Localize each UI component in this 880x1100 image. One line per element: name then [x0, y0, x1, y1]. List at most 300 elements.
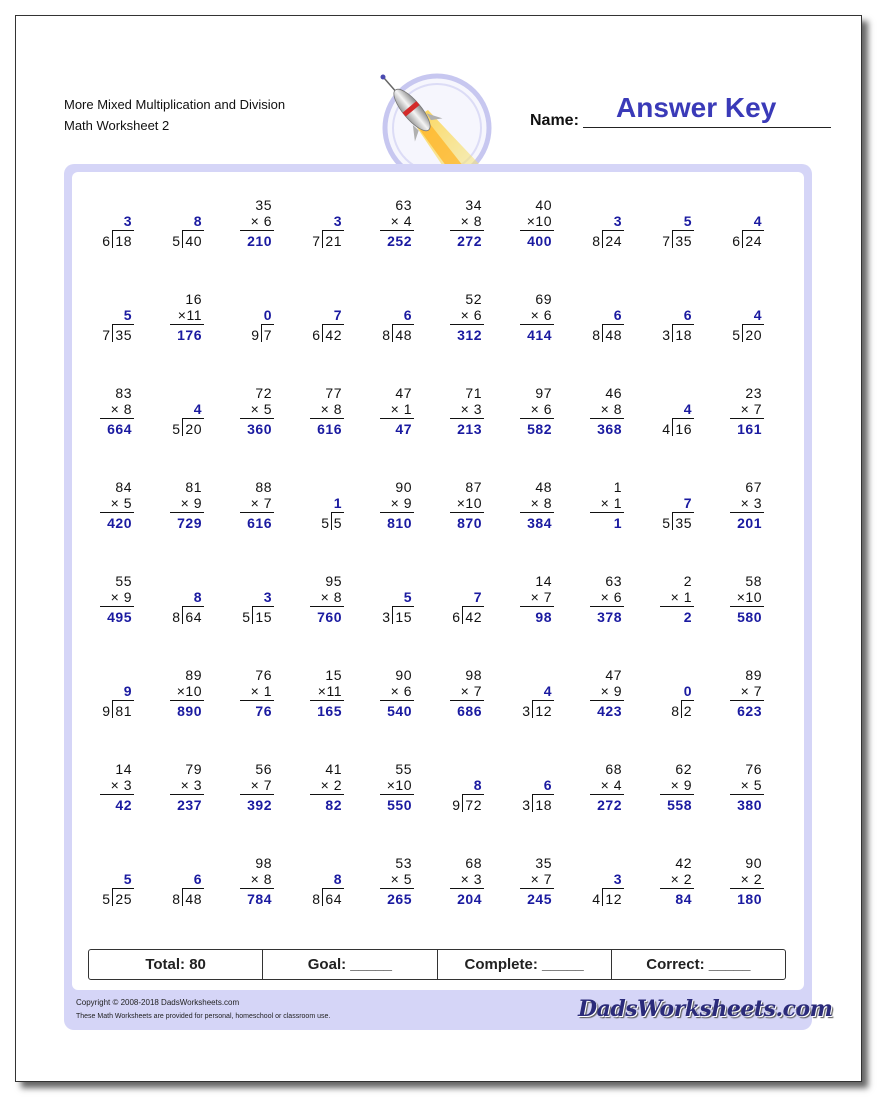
times-sign: × [110, 777, 124, 793]
product-rule [170, 324, 204, 325]
division-bracket [112, 700, 113, 718]
answer: 42 [115, 797, 132, 813]
multiplicand: 98 [465, 667, 482, 683]
answer: 360 [247, 421, 272, 437]
multiplication-problem [368, 196, 414, 262]
division-bar [532, 700, 554, 701]
dividend: 20 [745, 327, 762, 343]
multiplication-problem [88, 572, 134, 638]
multiplier-line [318, 683, 342, 699]
divisor: 7 [312, 233, 320, 249]
answer: 392 [247, 797, 272, 813]
multiplier: 6 [543, 401, 552, 417]
division-bar [392, 606, 414, 607]
answer: 8 [193, 589, 202, 605]
division-bracket [322, 230, 323, 248]
multiplicand: 58 [745, 573, 762, 589]
answer: 8 [473, 777, 482, 793]
multiplier: 6 [613, 589, 622, 605]
division-bracket [182, 606, 183, 624]
answer: 5 [683, 213, 692, 229]
multiplication-problem [718, 572, 764, 638]
dividend: 64 [325, 891, 342, 907]
multiplicand: 23 [745, 385, 762, 401]
multiplier: 3 [753, 495, 762, 511]
dividend: 42 [465, 609, 482, 625]
division-bar [532, 794, 554, 795]
dividend: 16 [675, 421, 692, 437]
dividend: 35 [115, 327, 132, 343]
answer: 272 [597, 797, 622, 813]
multiplier-line [461, 401, 482, 417]
division-bracket [672, 324, 673, 342]
answer: 201 [737, 515, 762, 531]
multiplier-line [321, 589, 342, 605]
product-rule [590, 700, 624, 701]
division-problem [88, 196, 134, 262]
multiplication-problem [578, 478, 624, 544]
multiplicand: 53 [395, 855, 412, 871]
dividend: 15 [255, 609, 272, 625]
division-bar [672, 418, 694, 419]
multiplicand: 40 [535, 197, 552, 213]
dividend: 18 [115, 233, 132, 249]
multiplier: 9 [123, 589, 132, 605]
answer: 664 [107, 421, 132, 437]
product-rule [240, 418, 274, 419]
answer: 237 [177, 797, 202, 813]
times-sign: × [390, 213, 404, 229]
multiplication-problem [158, 760, 204, 826]
product-rule [310, 606, 344, 607]
product-rule [520, 324, 554, 325]
multiplication-problem [438, 384, 484, 450]
divisor: 8 [312, 891, 320, 907]
multiplication-problem [438, 478, 484, 544]
times-sign: × [670, 777, 684, 793]
product-rule [100, 794, 134, 795]
multiplicand: 68 [465, 855, 482, 871]
division-bracket [672, 418, 673, 436]
multiplier-line [181, 495, 202, 511]
multiplicand: 56 [255, 761, 272, 777]
answer: 176 [177, 327, 202, 343]
product-rule [590, 606, 624, 607]
division-problem [438, 760, 484, 826]
multiplier-line [251, 213, 272, 229]
dividend: 7 [263, 327, 272, 343]
dividend: 35 [675, 515, 692, 531]
multiplication-problem [578, 760, 624, 826]
division-bracket [532, 794, 533, 812]
multiplication-problem [508, 384, 554, 450]
name-label: Name: [530, 112, 579, 129]
answer: 4 [683, 401, 692, 417]
multiplier-line [601, 401, 622, 417]
divisor: 5 [321, 515, 329, 531]
dividend: 20 [185, 421, 202, 437]
goal-field[interactable]: Goal: _____ [263, 950, 437, 979]
multiplier-line [391, 495, 412, 511]
multiplicand: 90 [745, 855, 762, 871]
multiplier-line [178, 307, 202, 323]
multiplication-problem [648, 572, 694, 638]
worksheet-subtitle: Math Worksheet 2 [64, 118, 170, 133]
dividend: 21 [325, 233, 342, 249]
division-bar [331, 512, 344, 513]
division-bar [742, 230, 764, 231]
worksheet-title: More Mixed Multiplication and Division [64, 97, 286, 112]
multiplication-problem [88, 478, 134, 544]
times-sign: × [460, 871, 474, 887]
times-sign: × [460, 213, 474, 229]
product-rule [450, 230, 484, 231]
answer: 3 [333, 213, 342, 229]
divisor: 6 [102, 233, 110, 249]
divisor: 5 [172, 421, 180, 437]
multiplicand: 2 [683, 573, 692, 589]
answer: 98 [535, 609, 552, 625]
division-problem [158, 572, 204, 638]
answer: 420 [107, 515, 132, 531]
division-problem [298, 290, 344, 356]
times-sign: × [740, 777, 754, 793]
times-sign: × [250, 683, 264, 699]
multiplicand: 35 [535, 855, 552, 871]
multiplier: 7 [753, 401, 762, 417]
multiplier: 8 [333, 401, 342, 417]
times-sign: × [460, 307, 474, 323]
multiplier-line [741, 683, 762, 699]
division-problem [718, 196, 764, 262]
multiplier-line [321, 777, 342, 793]
multiplication-problem [718, 384, 764, 450]
multiplicand: 55 [395, 761, 412, 777]
division-problem [578, 290, 624, 356]
division-problem [298, 196, 344, 262]
answer: 380 [737, 797, 762, 813]
multiplication-problem [718, 666, 764, 732]
division-problem [648, 196, 694, 262]
times-sign: × [386, 777, 396, 793]
division-bar [462, 794, 484, 795]
answer: 272 [457, 233, 482, 249]
multiplier-line [251, 495, 272, 511]
multiplication-problem [368, 666, 414, 732]
divisor: 7 [662, 233, 670, 249]
multiplier: 11 [186, 307, 202, 323]
multiplicand: 89 [745, 667, 762, 683]
multiplier: 5 [263, 401, 272, 417]
division-problem [158, 196, 204, 262]
multiplier: 1 [683, 589, 692, 605]
division-bracket [182, 888, 183, 906]
division-bracket [681, 700, 682, 718]
division-bar [182, 418, 204, 419]
divisor: 8 [592, 233, 600, 249]
product-rule [520, 230, 554, 231]
division-bracket [261, 324, 262, 342]
times-sign: × [390, 871, 404, 887]
answer: 784 [247, 891, 272, 907]
division-problem [648, 666, 694, 732]
answer: 378 [597, 609, 622, 625]
answer: 245 [527, 891, 552, 907]
product-rule [730, 888, 764, 889]
product-rule [590, 512, 624, 513]
answer: 760 [317, 609, 342, 625]
divisor: 8 [592, 327, 600, 343]
division-bracket [462, 606, 463, 624]
times-sign: × [250, 401, 264, 417]
division-problem [438, 572, 484, 638]
multiplier-line [531, 401, 552, 417]
multiplier: 6 [473, 307, 482, 323]
multiplication-problem [368, 760, 414, 826]
product-rule [730, 418, 764, 419]
multiplicand: 88 [255, 479, 272, 495]
multiplier: 6 [403, 683, 412, 699]
multiplication-problem [438, 854, 484, 920]
dividend: 24 [745, 233, 762, 249]
times-sign: × [740, 871, 754, 887]
times-sign: × [670, 871, 684, 887]
multiplier: 9 [193, 495, 202, 511]
multiplier-line [741, 871, 762, 887]
times-sign: × [250, 871, 264, 887]
answer: 265 [387, 891, 412, 907]
multiplier: 3 [193, 777, 202, 793]
multiplication-problem [228, 666, 274, 732]
multiplication-problem [88, 760, 134, 826]
division-problem [298, 478, 344, 544]
answer: 180 [737, 891, 762, 907]
product-rule [100, 418, 134, 419]
division-bracket [392, 606, 393, 624]
multiplier: 2 [683, 871, 692, 887]
multiplier: 7 [543, 589, 552, 605]
answer: 3 [123, 213, 132, 229]
product-rule [310, 794, 344, 795]
multiplicand: 42 [675, 855, 692, 871]
multiplier-line [671, 589, 692, 605]
multiplicand: 84 [115, 479, 132, 495]
division-bar [672, 512, 694, 513]
answer: 580 [737, 609, 762, 625]
division-bar [602, 324, 624, 325]
division-problem [88, 854, 134, 920]
complete-field[interactable]: Complete: _____ [438, 950, 612, 979]
times-sign: × [460, 401, 474, 417]
dividend: 18 [535, 797, 552, 813]
answer: 5 [403, 589, 412, 605]
division-bracket [672, 512, 673, 530]
division-bar [182, 606, 204, 607]
division-bar [322, 230, 344, 231]
multiplier-line [391, 871, 412, 887]
multiplier: 1 [263, 683, 272, 699]
multiplication-problem [578, 384, 624, 450]
product-rule [660, 606, 694, 607]
multiplier-line [531, 871, 552, 887]
product-rule [240, 700, 274, 701]
multiplier-line [601, 683, 622, 699]
multiplicand: 68 [605, 761, 622, 777]
product-rule [450, 888, 484, 889]
copyright-text: Copyright © 2008-2018 DadsWorksheets.com [76, 998, 240, 1007]
answer: 616 [317, 421, 342, 437]
dividend: 35 [675, 233, 692, 249]
answer: 8 [193, 213, 202, 229]
multiplier-line [601, 589, 622, 605]
divisor: 4 [662, 421, 670, 437]
dividend: 72 [465, 797, 482, 813]
answer: 312 [457, 327, 482, 343]
division-bar [462, 606, 484, 607]
division-problem [648, 478, 694, 544]
correct-field[interactable]: Correct: _____ [646, 956, 751, 973]
multiplier: 8 [473, 213, 482, 229]
multiplicand: 90 [395, 479, 412, 495]
multiplicand: 1 [613, 479, 622, 495]
multiplicand: 87 [465, 479, 482, 495]
division-bar [602, 888, 624, 889]
division-problem [718, 290, 764, 356]
multiplier: 3 [123, 777, 132, 793]
division-problem [368, 290, 414, 356]
multiplier: 5 [403, 871, 412, 887]
answer: 76 [255, 703, 272, 719]
dividend: 18 [675, 327, 692, 343]
dividend: 2 [683, 703, 692, 719]
multiplier-line [737, 589, 762, 605]
division-problem [228, 572, 274, 638]
product-rule [240, 888, 274, 889]
multiplier: 10 [745, 589, 762, 605]
multiplier: 7 [753, 683, 762, 699]
answer: 423 [597, 703, 622, 719]
times-sign: × [110, 495, 124, 511]
multiplier-line [251, 777, 272, 793]
division-bar [392, 324, 414, 325]
multiplicand: 41 [325, 761, 342, 777]
multiplicand: 90 [395, 667, 412, 683]
times-sign: × [530, 589, 544, 605]
answer: 623 [737, 703, 762, 719]
product-rule [590, 794, 624, 795]
answer: 8 [333, 871, 342, 887]
answer: 400 [527, 233, 552, 249]
product-rule [730, 512, 764, 513]
product-rule [660, 794, 694, 795]
multiplier-line [391, 213, 412, 229]
multiplier-line [461, 683, 482, 699]
product-rule [170, 794, 204, 795]
multiplier-line [391, 683, 412, 699]
multiplication-problem [298, 760, 344, 826]
answer: 7 [333, 307, 342, 323]
product-rule [240, 794, 274, 795]
multiplicand: 52 [465, 291, 482, 307]
name-field[interactable] [583, 127, 831, 128]
answer: 47 [395, 421, 412, 437]
times-sign: × [320, 589, 334, 605]
product-rule [100, 606, 134, 607]
times-sign: × [456, 495, 466, 511]
dividend: 12 [535, 703, 552, 719]
multiplicand: 15 [325, 667, 342, 683]
answer: 165 [317, 703, 342, 719]
answer: 84 [675, 891, 692, 907]
answer: 3 [613, 871, 622, 887]
dividend: 40 [185, 233, 202, 249]
division-bracket [112, 324, 113, 342]
answer: 540 [387, 703, 412, 719]
division-bar [112, 888, 134, 889]
divisor: 9 [102, 703, 110, 719]
answer: 6 [193, 871, 202, 887]
multiplication-problem [648, 760, 694, 826]
multiplication-problem [158, 478, 204, 544]
multiplicand: 47 [605, 667, 622, 683]
multiplier: 2 [333, 777, 342, 793]
multiplicand: 16 [185, 291, 202, 307]
division-problem [578, 196, 624, 262]
answer: 5 [123, 307, 132, 323]
multiplicand: 95 [325, 573, 342, 589]
times-sign: × [600, 589, 614, 605]
division-bracket [322, 888, 323, 906]
division-problem [508, 666, 554, 732]
answer: 7 [473, 589, 482, 605]
division-bracket [112, 888, 113, 906]
times-sign: × [250, 213, 264, 229]
division-problem [298, 854, 344, 920]
answer: 558 [667, 797, 692, 813]
multiplication-problem [508, 290, 554, 356]
divisor: 7 [102, 327, 110, 343]
division-bracket [602, 324, 603, 342]
answer: 368 [597, 421, 622, 437]
multiplier: 7 [263, 777, 272, 793]
answer: 810 [387, 515, 412, 531]
divisor: 6 [312, 327, 320, 343]
multiplicand: 47 [395, 385, 412, 401]
division-bar [252, 606, 274, 607]
division-bar [112, 700, 134, 701]
dividend: 81 [115, 703, 132, 719]
multiplicand: 77 [325, 385, 342, 401]
times-sign: × [177, 307, 187, 323]
multiplicand: 72 [255, 385, 272, 401]
multiplier-line [531, 307, 552, 323]
answer: 82 [325, 797, 342, 813]
dividend: 48 [605, 327, 622, 343]
division-problem [158, 854, 204, 920]
multiplication-problem [508, 196, 554, 262]
product-rule [170, 700, 204, 701]
multiplier-line [741, 777, 762, 793]
division-bar [322, 324, 344, 325]
product-rule [380, 418, 414, 419]
multiplier-line [111, 777, 132, 793]
multiplier: 10 [535, 213, 552, 229]
multiplier-line [111, 495, 132, 511]
multiplication-problem [718, 478, 764, 544]
answer: 4 [543, 683, 552, 699]
multiplier-line [177, 683, 202, 699]
division-bar [672, 230, 694, 231]
